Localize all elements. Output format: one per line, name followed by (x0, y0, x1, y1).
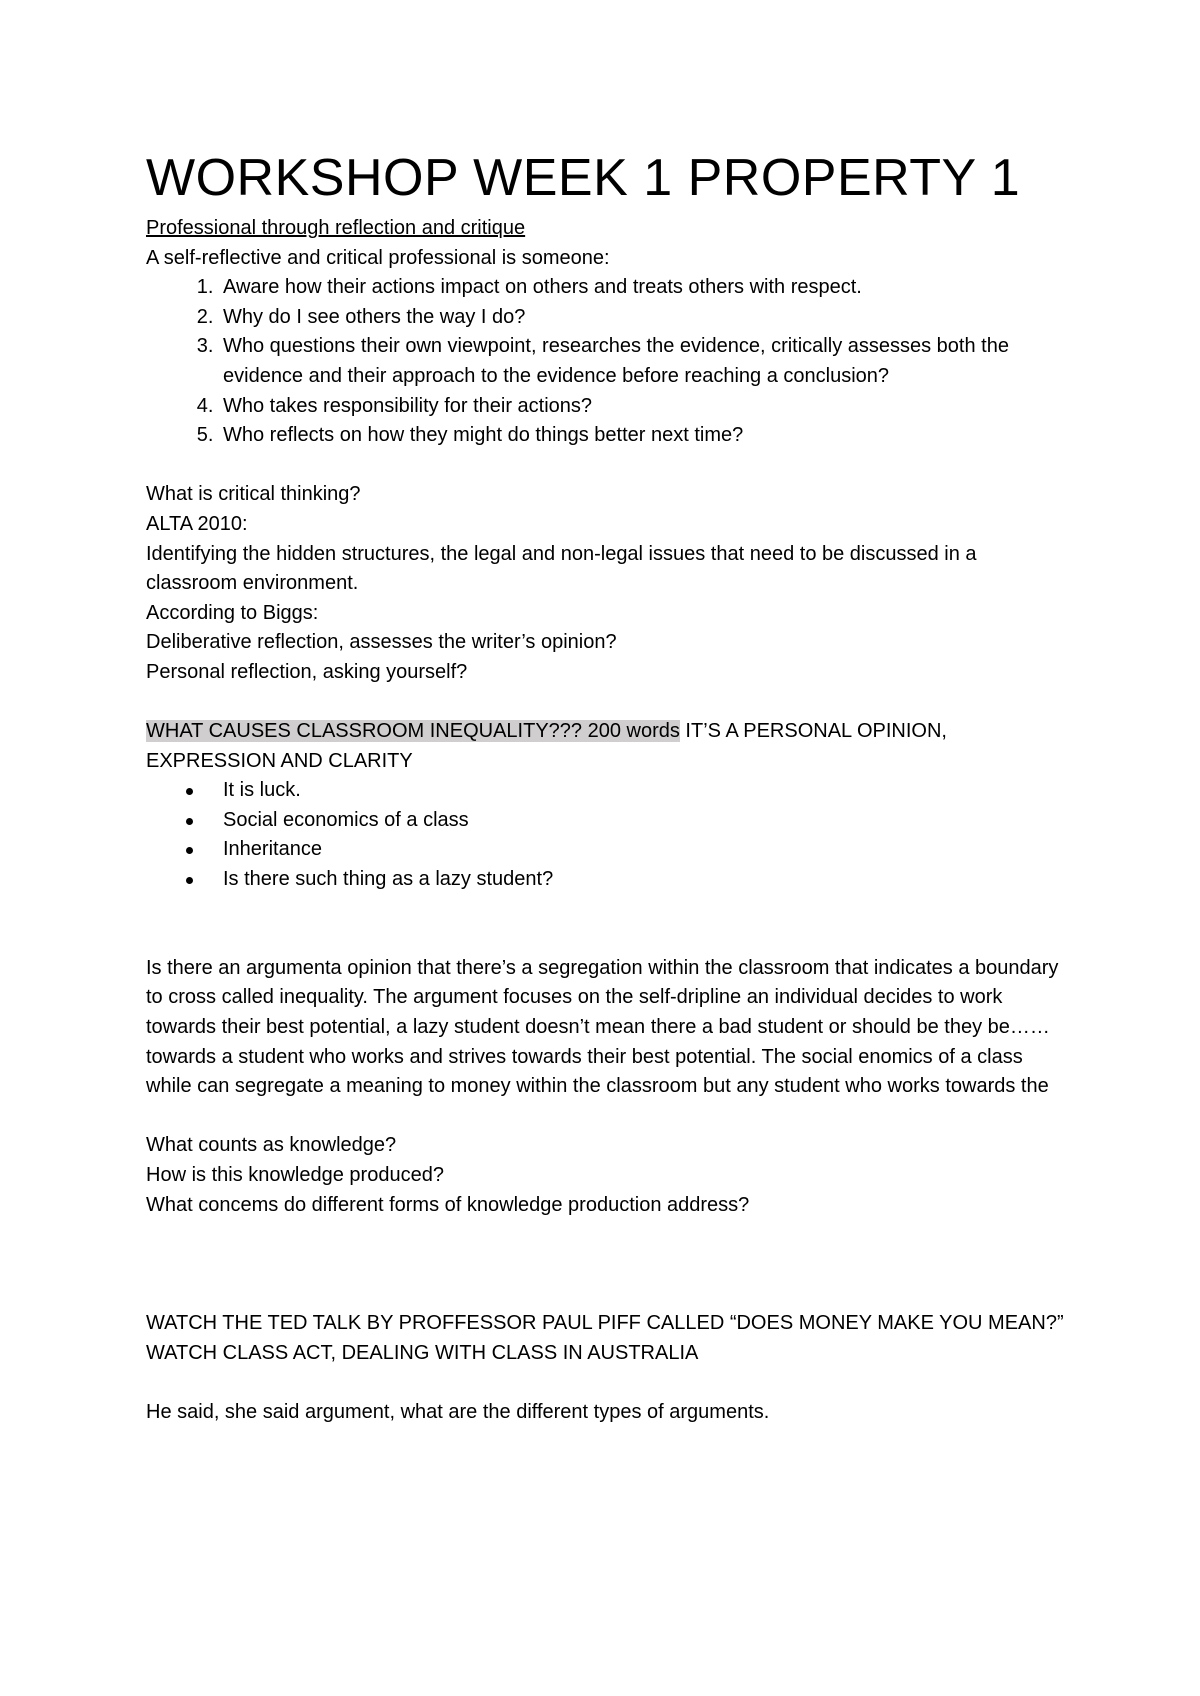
spacer (146, 451, 1066, 481)
subtitle: Professional through reflection and critique (146, 217, 526, 239)
intro-line: A self-reflective and critical professional is someone: (146, 246, 610, 269)
critical-thinking-question: What is critical thinking? (146, 483, 361, 506)
knowledge-question: What counts as knowledge? (146, 1134, 397, 1157)
spacer (146, 688, 1066, 718)
list-item: 4. Who takes responsibility for their actions? (219, 392, 1066, 422)
biggs-heading: According to Biggs: (146, 601, 319, 624)
bullet-item: Social economics of a class (219, 806, 1066, 836)
list-item: 3. Who questions their own viewpoint, researches the evidence, critically assesses both the evidence and their approach to the evidence before reaching a conclusion? (219, 332, 1066, 391)
spacer (146, 1368, 1066, 1398)
spacer (146, 1102, 1066, 1132)
list-item: 2. Why do I see others the way I do? (219, 303, 1066, 333)
bullet-item: Inheritance (219, 835, 1066, 865)
inequality-bullets (146, 776, 1066, 894)
professional-list (146, 273, 1066, 451)
spacer (146, 895, 1066, 954)
closing-line: He said, she said argument, what are the different types of arguments. (146, 1400, 770, 1423)
heading-rest: IT’S A PERSONAL OPINION, EXPRESSION AND CLARITY (146, 720, 947, 772)
inequality-heading (146, 717, 1066, 776)
watch-line: WATCH CLASS ACT, DEALING WITH CLASS IN AUSTRALIA (146, 1341, 699, 1364)
document-title: WORKSHOP WEEK 1 PROPERTY 1 (146, 149, 1021, 207)
alta-text: Identifying the hidden structures, the legal and non-legal issues that need to be discussed in a classroom environment. (146, 542, 977, 595)
personal-reflection: Personal reflection, asking yourself? (146, 660, 468, 683)
knowledge-question: What concems do different forms of knowledge production address? (146, 1193, 750, 1216)
document-body (146, 142, 1066, 1427)
alta-heading: ALTA 2010: (146, 512, 248, 535)
watch-line: WATCH THE TED TALK BY PROFFESSOR PAUL PIFF CALLED “DOES MONEY MAKE YOU MEAN?” (146, 1311, 1064, 1334)
bullet-item: Is there such thing as a lazy student? (219, 865, 1066, 895)
list-item: 5. Who reflects on how they might do things better next time? (219, 421, 1066, 451)
spacer (146, 1220, 1066, 1309)
argument-paragraph: Is there an argumenta opinion that there’s a segregation within the classroom that indicates a boundary to cross called inequality. The argument focuses on the self-dripline an individual decides to work towards their best potential, a lazy student doesn’t mean there a bad student or should be they be…… towards a student who works and strives towards their best potential. The social enomics of a class while can segregate a meaning to money within the classroom but any student who works towards the (146, 956, 1059, 1098)
list-item: 1. Aware how their actions impact on others and treats others with respect. (219, 273, 1066, 303)
knowledge-question: How is this knowledge produced? (146, 1164, 444, 1186)
bullet-item: It is luck. (219, 776, 1066, 806)
deliberative-reflection: Deliberative reflection, assesses the writer’s opinion? (146, 631, 617, 654)
highlighted-text: WHAT CAUSES CLASSROOM INEQUALITY??? 200 words (146, 720, 680, 743)
